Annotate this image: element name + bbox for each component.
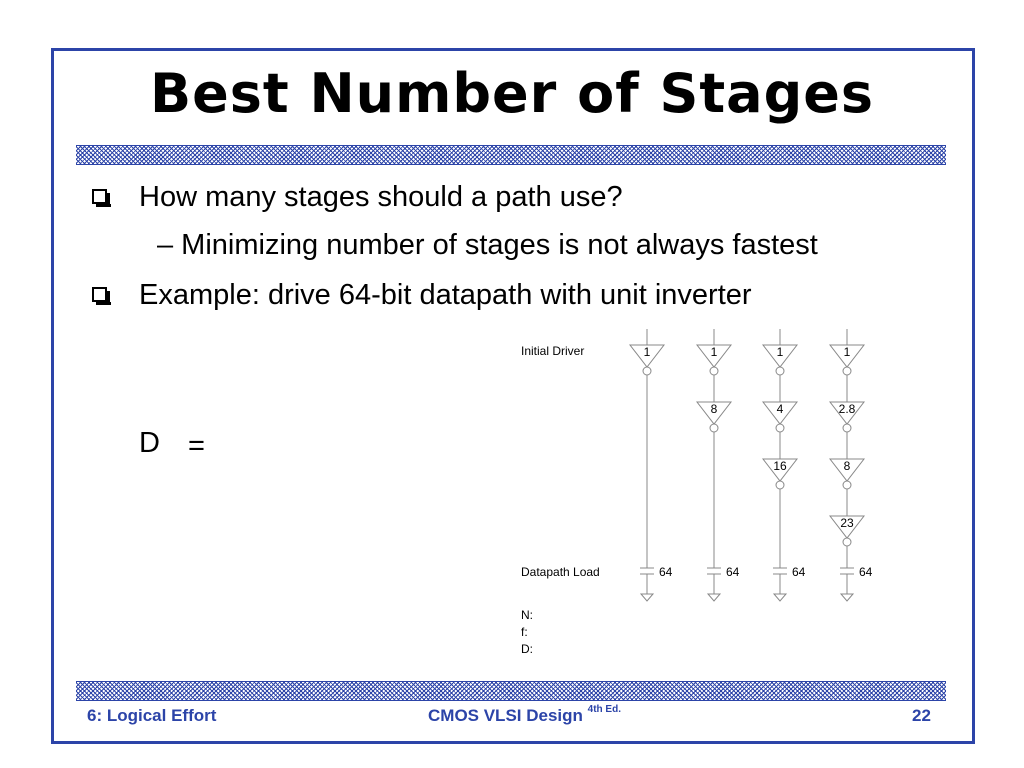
inverter-bubble <box>710 367 718 375</box>
ground-icon <box>708 594 720 601</box>
stage-size-label: 1 <box>843 345 851 359</box>
footer-divider <box>76 681 946 701</box>
bullet-3-text: Example: drive 64-bit datapath with unit inverter <box>139 279 752 311</box>
load-value-label: 64 <box>792 565 806 579</box>
inverter-chain-4 <box>830 329 873 601</box>
inverter-chain-1 <box>630 329 673 601</box>
load-value-label: 64 <box>659 565 673 579</box>
stage-size-label: 2.8 <box>838 402 856 416</box>
delay-equals: = <box>188 430 205 462</box>
row-label-f: f: <box>521 625 528 639</box>
stage-size-label: 16 <box>773 459 787 473</box>
bullet-2-text: – Minimizing number of stages is not always fastest <box>157 229 818 261</box>
stage-size-label: 4 <box>776 402 784 416</box>
inverter-bubble <box>843 481 851 489</box>
inverter-bubble <box>843 424 851 432</box>
inverter-bubble <box>843 367 851 375</box>
stage-size-label: 8 <box>710 402 718 416</box>
inverter-bubble <box>843 538 851 546</box>
row-label-n: N: <box>521 608 533 622</box>
inverter-bubble <box>710 424 718 432</box>
stage-size-label: 1 <box>776 345 784 359</box>
delay-label: D <box>139 427 160 459</box>
initial-driver-label: Initial Driver <box>521 344 585 358</box>
stage-size-label: 1 <box>710 345 718 359</box>
inverter-bubble <box>776 424 784 432</box>
inverter-bubble <box>776 481 784 489</box>
footer-course: CMOS VLSI Design <box>428 706 583 725</box>
footer-center <box>428 706 621 726</box>
footer-edition: 4th Ed. <box>587 704 621 716</box>
load-value-label: 64 <box>859 565 873 579</box>
inverter-bubble <box>776 367 784 375</box>
stage-size-label: 1 <box>643 345 651 359</box>
footer-left: 6: Logical Effort <box>87 706 217 725</box>
slide-title: Best Number of Stages <box>149 62 875 125</box>
footer-page-number: 22 <box>912 706 931 725</box>
inverter-bubble <box>643 367 651 375</box>
inverter-chain-2 <box>697 329 740 601</box>
stage-size-label: 8 <box>843 459 851 473</box>
load-value-label: 64 <box>726 565 740 579</box>
ground-icon <box>774 594 786 601</box>
ground-icon <box>841 594 853 601</box>
bullet-1-text: How many stages should a path use? <box>139 181 623 213</box>
stage-size-label: 23 <box>840 516 854 530</box>
row-label-d: D: <box>521 642 533 656</box>
ground-icon <box>641 594 653 601</box>
datapath-load-label: Datapath Load <box>521 565 600 579</box>
inverter-chain-3 <box>763 329 806 601</box>
